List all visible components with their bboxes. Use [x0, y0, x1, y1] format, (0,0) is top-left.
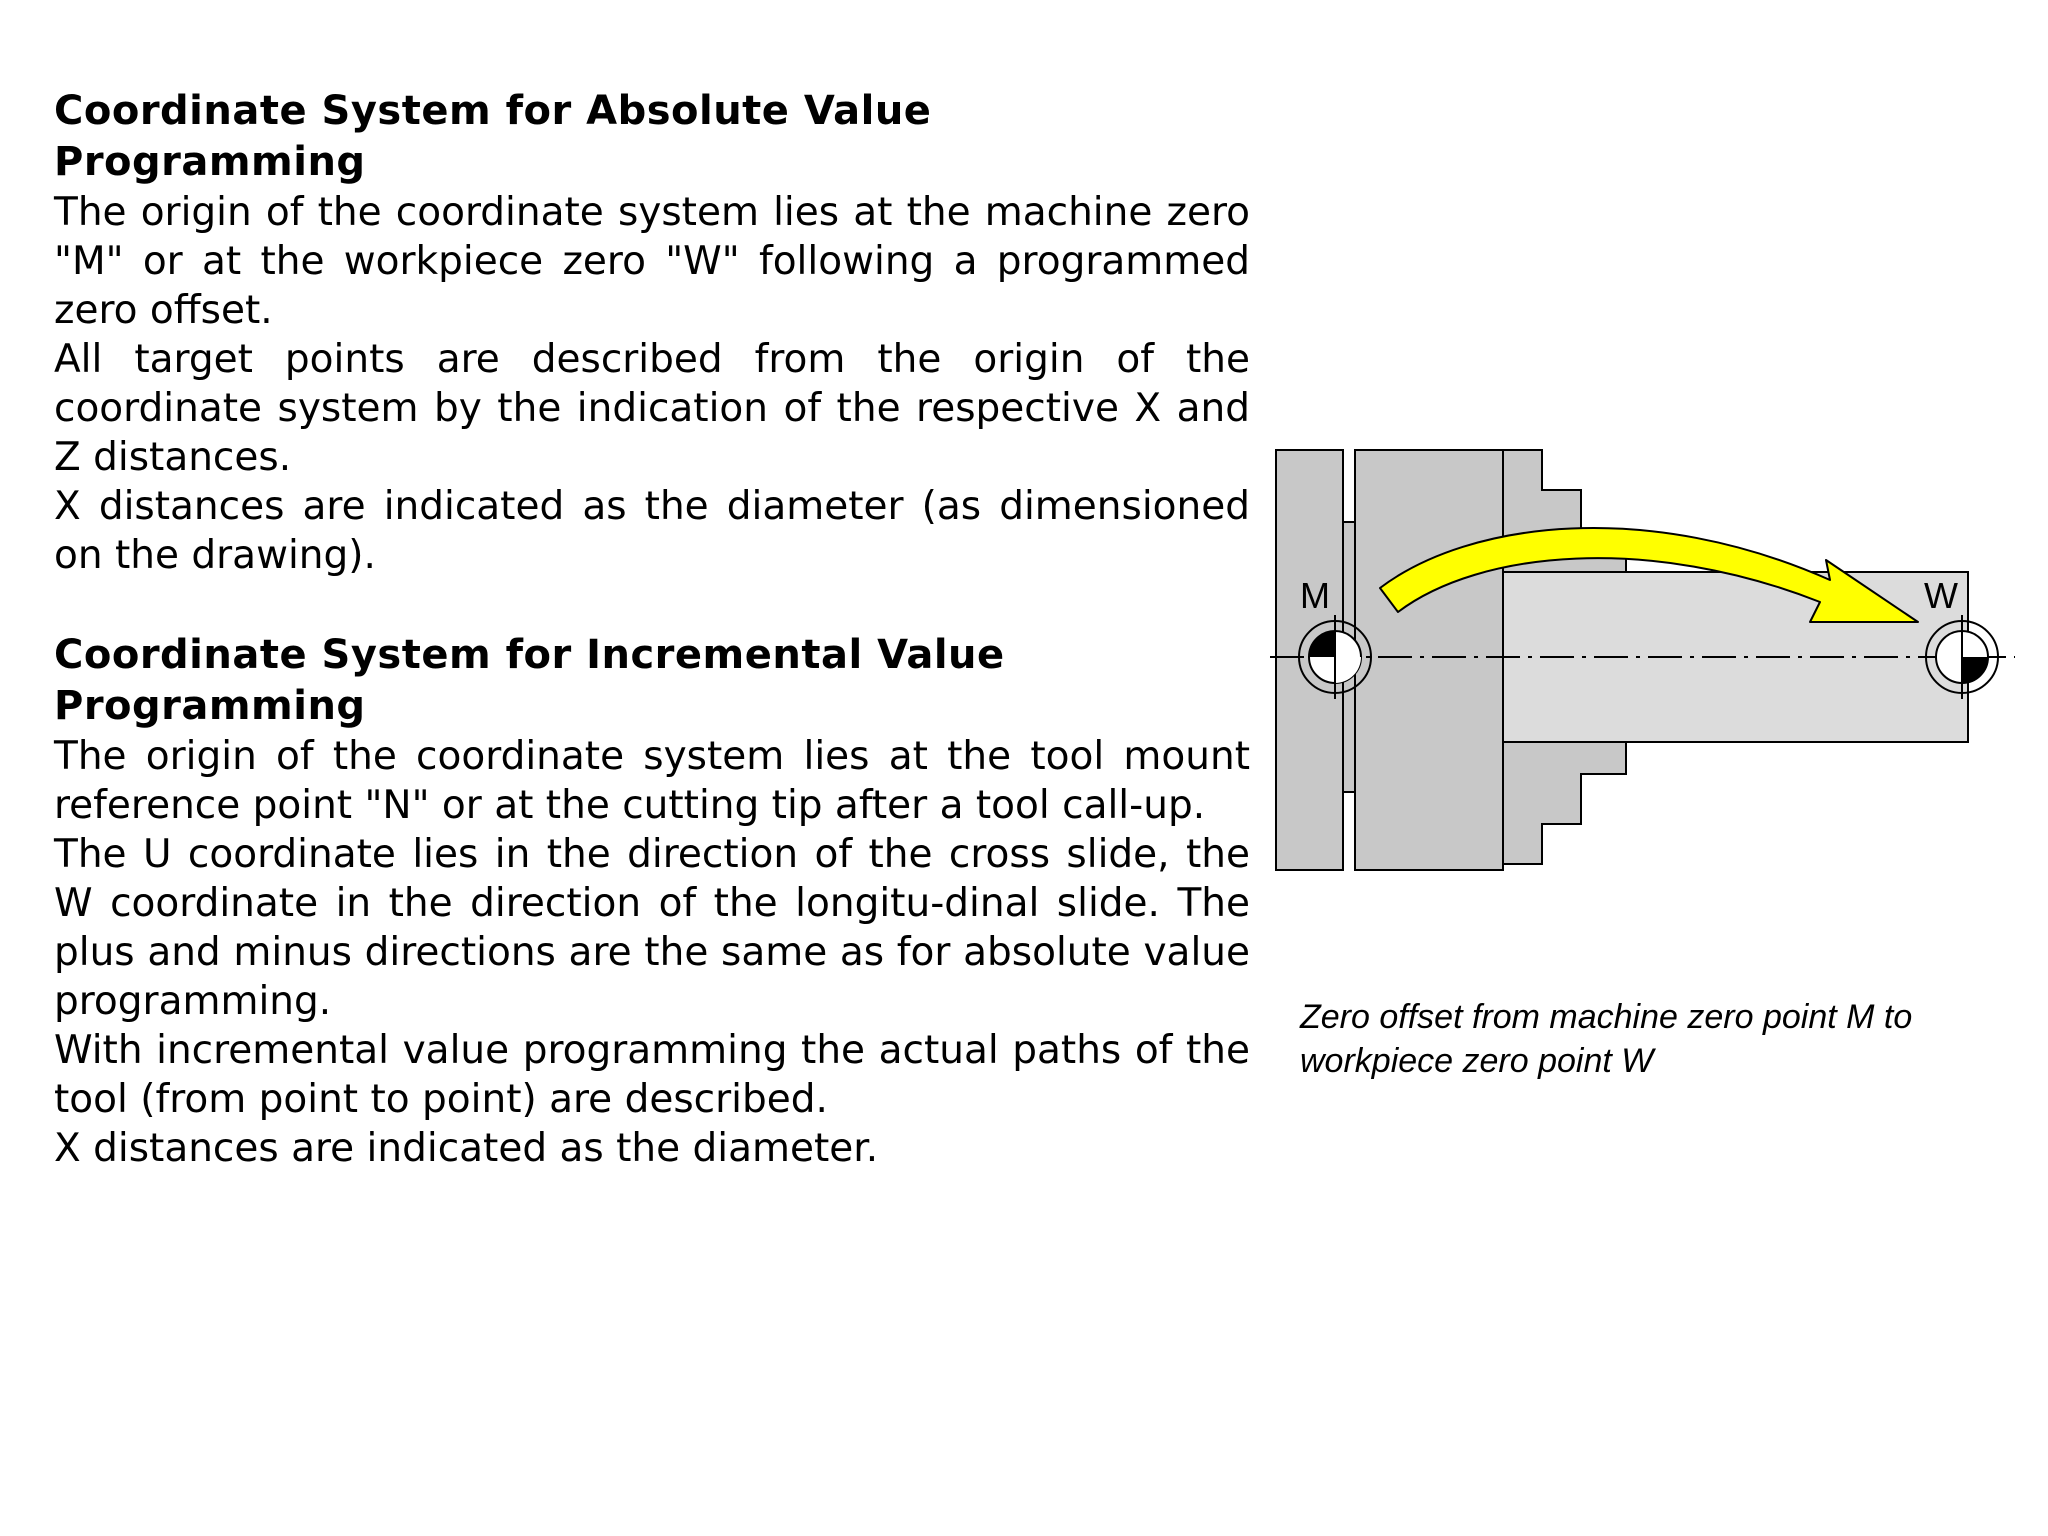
section-heading-absolute	[54, 86, 1250, 188]
text-column	[54, 86, 1250, 1173]
label-w: W	[1924, 575, 1958, 616]
caption-line: Zero offset from machine zero point M to	[1300, 998, 1913, 1036]
paragraph: The U coordinate lies in the direction of the cross slide, the W coordinate in the direction of the longitu-dinal slide. The plus and minus directions are the same as for absolute value programming.	[54, 832, 1250, 1024]
paragraph: With incremental value programming the actual paths of the tool (from point to point) are described.	[54, 1028, 1250, 1122]
caption-line: workpiece zero point W	[1300, 1042, 1654, 1080]
section-heading-incremental	[54, 630, 1250, 732]
figure-caption	[1300, 995, 2000, 1083]
paragraph: All target points are described from the origin of the coordinate system by the indication of the respective X and Z distances.	[54, 337, 1250, 480]
paragraph: X distances are indicated as the diameter.	[54, 1126, 879, 1171]
heading-line: Programming	[54, 139, 366, 185]
heading-line: Coordinate System for Incremental Value	[54, 632, 1005, 678]
paragraph: The origin of the coordinate system lies at the tool mount reference point "N" or at the cutting tip after a tool call-up.	[54, 734, 1250, 828]
label-m: M	[1300, 575, 1330, 616]
paragraph: The origin of the coordinate system lies at the machine zero "M" or at the workpiece zero "W" following a programmed zero offset.	[54, 190, 1250, 333]
heading-line: Programming	[54, 683, 366, 729]
heading-line: Coordinate System for Absolute Value	[54, 88, 932, 134]
paragraph: X distances are indicated as the diameter (as dimensioned on the drawing).	[54, 484, 1250, 578]
zero-offset-diagram	[1270, 440, 2020, 880]
section-spacer	[54, 580, 1250, 630]
chuck-jaw-lower	[1503, 742, 1626, 864]
chuck-body	[1355, 450, 1503, 870]
